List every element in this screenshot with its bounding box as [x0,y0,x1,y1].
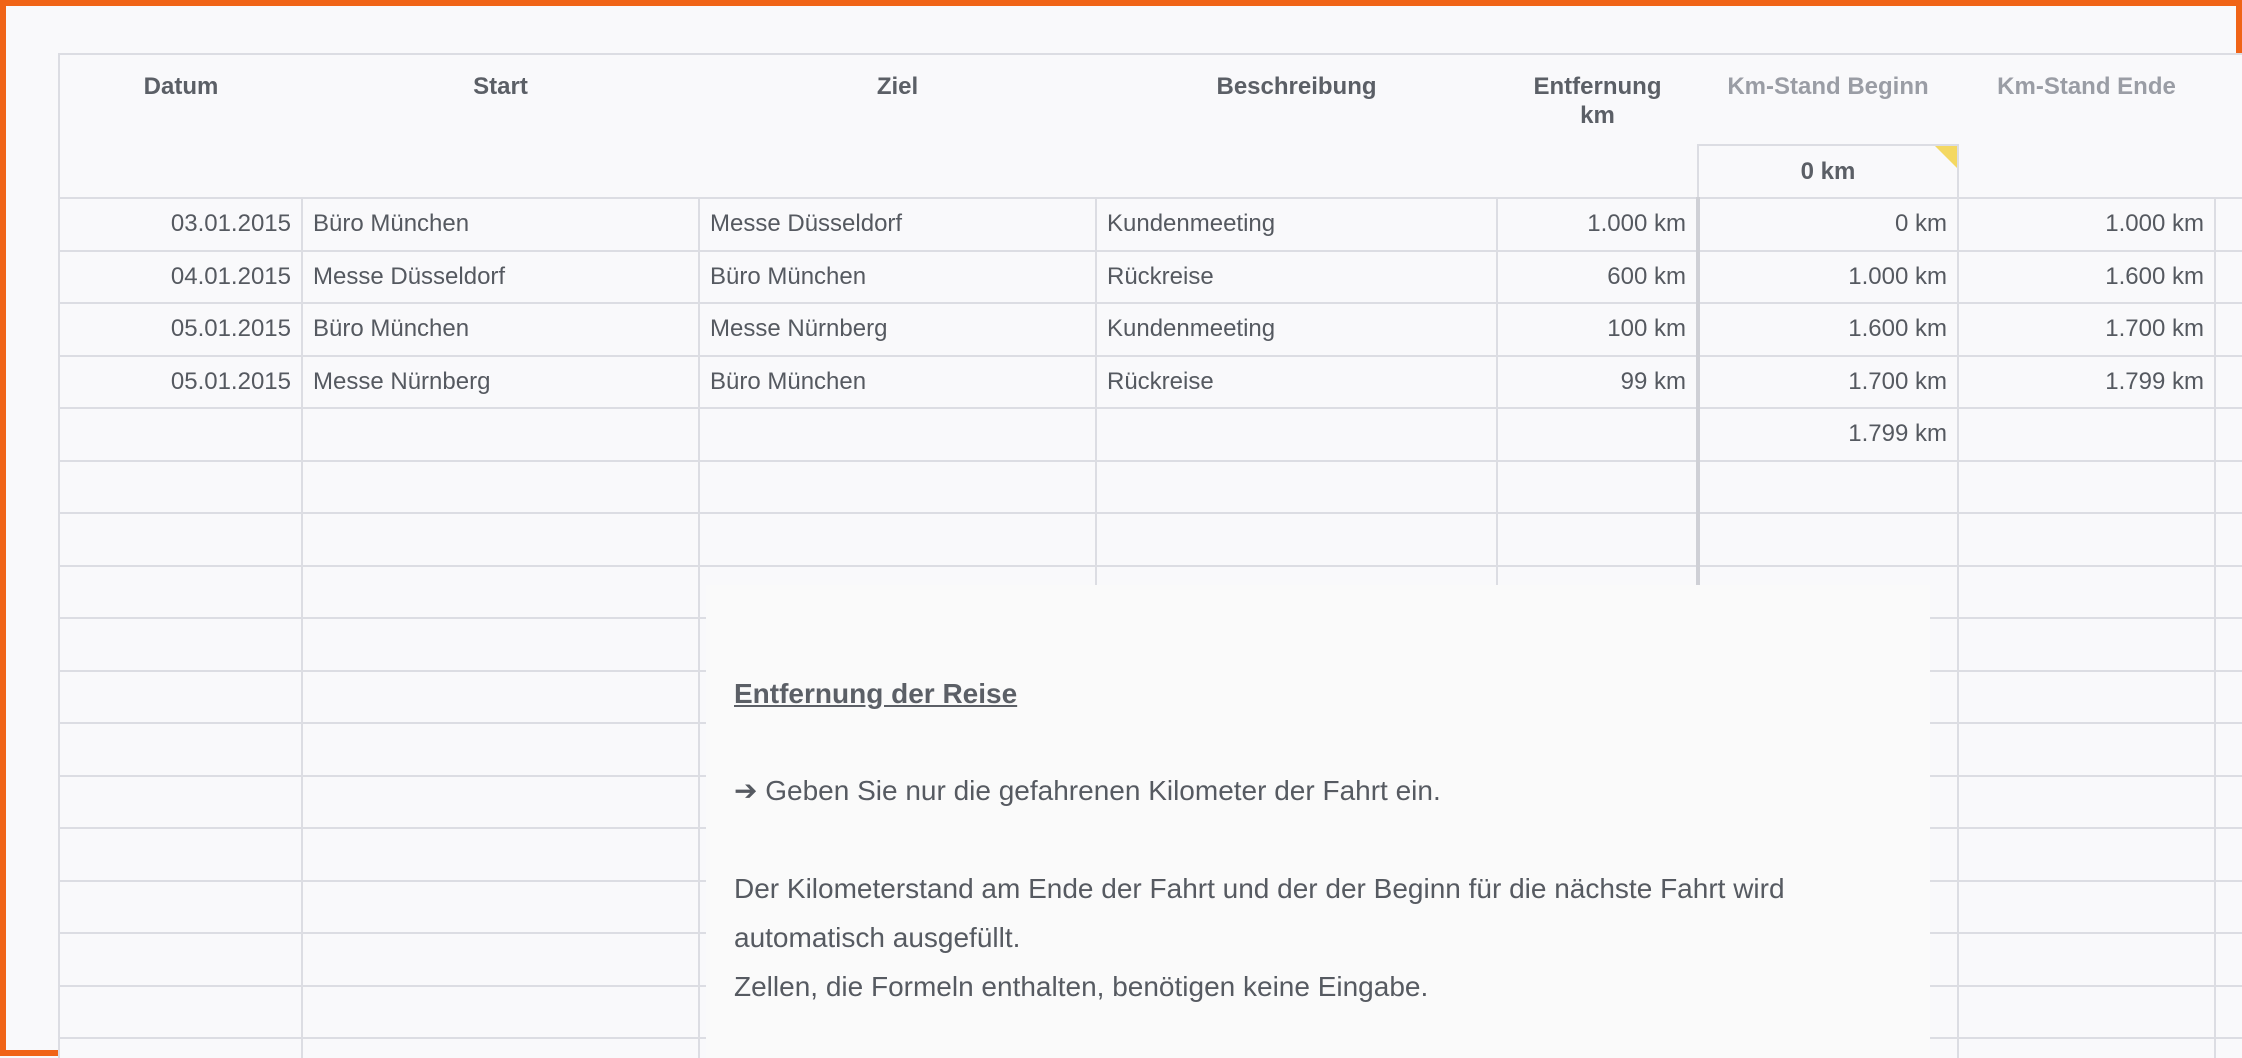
cell-start[interactable]: Messe Düsseldorf [302,251,699,304]
cell-extra[interactable] [2215,513,2242,566]
cell-km-beginn[interactable] [1698,513,1958,566]
cell-start[interactable] [302,566,699,619]
cell-datum[interactable] [60,986,302,1039]
col-header-km-ende[interactable]: Km-Stand Ende [1997,73,2176,100]
cell-extra[interactable] [2215,986,2242,1039]
cell-comment-popup [706,585,1930,1058]
cell-km-beginn[interactable]: 1.700 km [1698,356,1958,409]
cell-start[interactable] [302,618,699,671]
cell-km-beginn[interactable]: 1.000 km [1698,251,1958,304]
header-row [60,55,2242,145]
table-row [60,408,2242,461]
col-header-start[interactable]: Start [473,73,528,100]
cell-extra[interactable] [2215,356,2242,409]
cell-entfernung[interactable]: 1.000 km [1497,198,1698,251]
table-row [60,198,2242,251]
cell-beschreibung[interactable] [1096,513,1497,566]
cell-entfernung[interactable]: 99 km [1497,356,1698,409]
cell-datum[interactable]: 05.01.2015 [60,356,302,409]
cell-start[interactable]: Büro München [302,198,699,251]
cell-km-ende[interactable]: 1.700 km [1958,303,2215,356]
cell-datum[interactable] [60,881,302,934]
cell-km-ende[interactable] [1958,776,2215,829]
table-row [60,251,2242,304]
cell-datum[interactable] [60,618,302,671]
cell-km-ende[interactable] [1958,933,2215,986]
cell-start[interactable] [302,881,699,934]
cell-km-ende[interactable]: 1.600 km [1958,251,2215,304]
cell-start[interactable] [302,828,699,881]
cell-extra[interactable] [2215,1038,2242,1058]
cell-datum[interactable]: 04.01.2015 [60,251,302,304]
cell-beschreibung[interactable] [1096,408,1497,461]
cell-datum[interactable]: 03.01.2015 [60,198,302,251]
cell-beschreibung[interactable]: Rückreise [1096,251,1497,304]
comment-title: Entfernung der Reise [734,678,1018,709]
cell-extra[interactable] [2215,251,2242,304]
cell-start[interactable] [302,408,699,461]
cell-start[interactable] [302,986,699,1039]
blank-cell [60,145,302,198]
cell-ziel[interactable] [699,513,1096,566]
cell-datum[interactable] [60,828,302,881]
col-header-ziel[interactable]: Ziel [876,73,919,100]
blank-cell [302,145,699,198]
cell-extra[interactable] [2215,566,2242,619]
cell-datum[interactable] [60,408,302,461]
col-header-entfernung[interactable]: Entfernung km [1533,73,1662,129]
cell-entfernung[interactable] [1497,513,1698,566]
cell-km-ende[interactable] [1958,408,2215,461]
blank-cell [1497,145,1698,198]
cell-extra[interactable] [2215,408,2242,461]
cell-km-ende[interactable] [1958,671,2215,724]
cell-ziel[interactable]: Messe Nürnberg [699,303,1096,356]
cell-extra[interactable] [2215,881,2242,934]
cell-km-ende[interactable] [1958,828,2215,881]
comment-line: Zellen, die Formeln enthalten, benötigen keine Eingabe. [734,971,1429,1002]
cell-entfernung[interactable] [1497,461,1698,514]
cell-extra[interactable] [2215,461,2242,514]
start-km-row [60,145,2242,198]
comment-line: ➔ Geben Sie nur die gefahrenen Kilometer der Fahrt ein. [734,775,1441,806]
cell-extra[interactable] [2215,618,2242,671]
col-header-km-beginn[interactable]: Km-Stand Beginn [1727,73,1929,100]
cell-datum[interactable] [60,776,302,829]
cell-datum[interactable] [60,723,302,776]
table-row [60,303,2242,356]
cell-datum[interactable] [60,671,302,724]
cell-datum[interactable]: 05.01.2015 [60,303,302,356]
cell-km-beginn[interactable]: 0 km [1698,198,1958,251]
cell-start[interactable] [302,461,699,514]
cell-start[interactable] [302,776,699,829]
blank-cell [1958,145,2215,198]
cell-km-ende[interactable] [1958,986,2215,1039]
table-row [60,461,2242,514]
start-km-value: 0 km [1800,157,1856,185]
cell-start[interactable]: Messe Nürnberg [302,356,699,409]
cell-start[interactable] [302,933,699,986]
table-row [60,356,2242,409]
cell-start[interactable] [302,1038,699,1058]
blank-cell [2215,145,2242,198]
cell-start[interactable] [302,671,699,724]
cell-beschreibung[interactable] [1096,461,1497,514]
cell-km-ende[interactable]: 1.799 km [1958,356,2215,409]
cell-start[interactable] [302,513,699,566]
blank-cell [1096,145,1497,198]
cell-entfernung[interactable]: 100 km [1497,303,1698,356]
cell-extra[interactable] [2215,828,2242,881]
cell-km-ende[interactable] [1958,461,2215,514]
cell-datum[interactable] [60,513,302,566]
cell-datum[interactable] [60,1038,302,1058]
col-header-extra [2215,55,2242,145]
blank-cell [699,145,1096,198]
cell-beschreibung[interactable]: Kundenmeeting [1096,303,1497,356]
cell-km-ende[interactable] [1958,881,2215,934]
cell-km-ende[interactable]: 1.000 km [1958,198,2215,251]
cell-km-ende[interactable] [1958,566,2215,619]
col-header-datum[interactable]: Datum [143,73,219,100]
spreadsheet [58,53,2242,1058]
table-row [60,513,2242,566]
comment-line: automatisch ausgefüllt. [734,922,1021,953]
comment-marker-icon[interactable] [1935,146,1957,168]
cell-ziel[interactable]: Büro München [699,356,1096,409]
cell-beschreibung[interactable]: Kundenmeeting [1096,198,1497,251]
cell-datum[interactable] [60,461,302,514]
cell-extra[interactable] [2215,933,2242,986]
cell-entfernung[interactable] [1497,408,1698,461]
cell-ziel[interactable]: Büro München [699,251,1096,304]
cell-datum[interactable] [60,933,302,986]
cell-km-beginn[interactable]: 1.600 km [1698,303,1958,356]
col-header-beschreibung[interactable]: Beschreibung [1216,73,1377,100]
cell-entfernung[interactable]: 600 km [1497,251,1698,304]
cell-start[interactable] [302,723,699,776]
cell-extra[interactable] [2215,776,2242,829]
cell-extra[interactable] [2215,723,2242,776]
cell-ziel[interactable] [699,408,1096,461]
cell-km-beginn[interactable]: 1.799 km [1698,408,1958,461]
cell-start[interactable]: Büro München [302,303,699,356]
cell-km-ende[interactable] [1958,723,2215,776]
start-km-cell[interactable] [1698,145,1958,198]
cell-beschreibung[interactable]: Rückreise [1096,356,1497,409]
cell-datum[interactable] [60,566,302,619]
cell-km-ende[interactable] [1958,618,2215,671]
comment-line: Der Kilometerstand am Ende der Fahrt und der der Beginn für die nächste Fahrt wird [734,873,1785,904]
cell-km-ende[interactable] [1958,1038,2215,1058]
cell-km-ende[interactable] [1958,513,2215,566]
cell-extra[interactable] [2215,671,2242,724]
cell-extra[interactable] [2215,303,2242,356]
cell-km-beginn[interactable] [1698,461,1958,514]
cell-extra[interactable] [2215,198,2242,251]
cell-ziel[interactable] [699,461,1096,514]
cell-ziel[interactable]: Messe Düsseldorf [699,198,1096,251]
